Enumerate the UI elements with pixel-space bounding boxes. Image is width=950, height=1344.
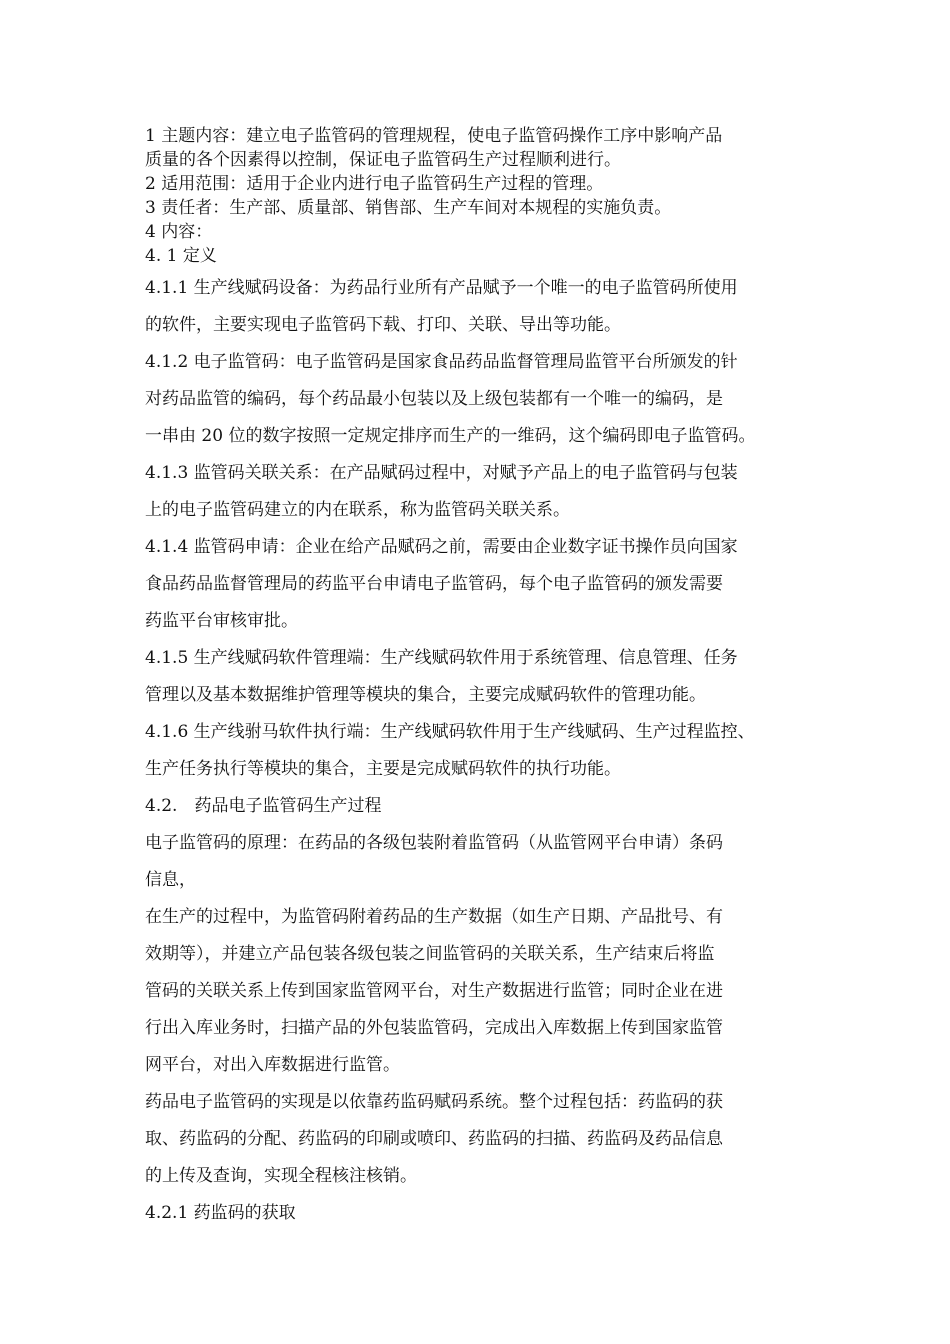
body-line: 效期等），并建立产品包装各级包装之间监管码的关联关系，生产结束后将监: [145, 944, 715, 964]
body-line: 4.1.3 监管码关联关系：在产品赋码过程中，对赋予产品上的电子监管码与包装: [145, 463, 738, 483]
body-line: 行出入库业务时，扫描产品的外包装监管码，完成出入库数据上传到国家监管: [145, 1018, 723, 1038]
body-line: 药监平台审核审批。: [145, 611, 298, 631]
body-line: 药品电子监管码的实现是以依靠药监码赋码系统。整个过程包括：药监码的获: [145, 1092, 723, 1112]
body-line: 取、药监码的分配、药监码的印刷或喷印、药监码的扫描、药监码及药品信息: [145, 1129, 723, 1149]
scope-line-2: 质量的各个因素得以控制，保证电子监管码生产过程顺利进行。: [145, 150, 621, 170]
body-line: 4.1.2 电子监管码：电子监管码是国家食品药品监督管理局监管平台所颁发的针: [145, 352, 738, 372]
body-line: 的软件，主要实现电子监管码下载、打印、关联、导出等功能。: [145, 315, 621, 335]
body-line: 电子监管码的原理：在药品的各级包装附着监管码（从监管网平台申请）条码: [145, 833, 723, 853]
body-line: 4.1.1 生产线赋码设备：为药品行业所有产品赋予一个唯一的电子监管码所使用: [145, 278, 738, 298]
definitions-block: [145, 270, 825, 1232]
body-line: 一串由 20 位的数字按照一定规定排序而生产的一维码，这个编码即电子监管码。: [145, 426, 756, 446]
section-heading-content: 4 内容：: [145, 222, 213, 242]
body-line: 上的电子监管码建立的内在联系，称为监管码关联关系。: [145, 500, 570, 520]
body-line: 4.1.6 生产线驸马软件执行端：生产线赋码软件用于生产线赋码、生产过程监控、: [145, 722, 755, 742]
scope-line-4: 3 责任者：生产部、质量部、销售部、生产车间对本规程的实施负责。: [145, 198, 672, 218]
body-line: 在生产的过程中，为监管码附着药品的生产数据（如生产日期、产品批号、有: [145, 907, 723, 927]
section-heading-definition: 4. 1 定义: [145, 246, 217, 266]
body-line: 食品药品监督管理局的药监平台申请电子监管码，每个电子监管码的颁发需要: [145, 574, 723, 594]
body-line: 信息，: [145, 870, 196, 890]
document-body: [145, 124, 825, 1232]
body-line: 管理以及基本数据维护管理等模块的集合，主要完成赋码软件的管理功能。: [145, 685, 706, 705]
section-heading-acquisition: 4.2.1 药监码的获取: [145, 1203, 296, 1223]
scope-line-3: 2 适用范围：适用于企业内进行电子监管码生产过程的管理。: [145, 174, 604, 194]
body-line: 4.1.4 监管码申请：企业在给产品赋码之前，需要由企业数字证书操作员向国家: [145, 537, 738, 557]
body-line: 管码的关联关系上传到国家监管网平台，对生产数据进行监管；同时企业在进: [145, 981, 723, 1001]
body-line: 对药品监管的编码，每个药品最小包装以及上级包装都有一个唯一的编码，是: [145, 389, 723, 409]
body-line: 的上传及查询，实现全程核注核销。: [145, 1166, 417, 1186]
body-line: 网平台，对出入库数据进行监管。: [145, 1055, 400, 1075]
body-line: 4.1.5 生产线赋码软件管理端：生产线赋码软件用于系统管理、信息管理、任务: [145, 648, 738, 668]
scope-line-1: 1 主题内容：建立电子监管码的管理规程，使电子监管码操作工序中影响产品: [145, 126, 723, 146]
section-heading-process: 4.2. 药品电子监管码生产过程: [145, 796, 382, 816]
body-line: 生产任务执行等模块的集合，主要是完成赋码软件的执行功能。: [145, 759, 621, 779]
